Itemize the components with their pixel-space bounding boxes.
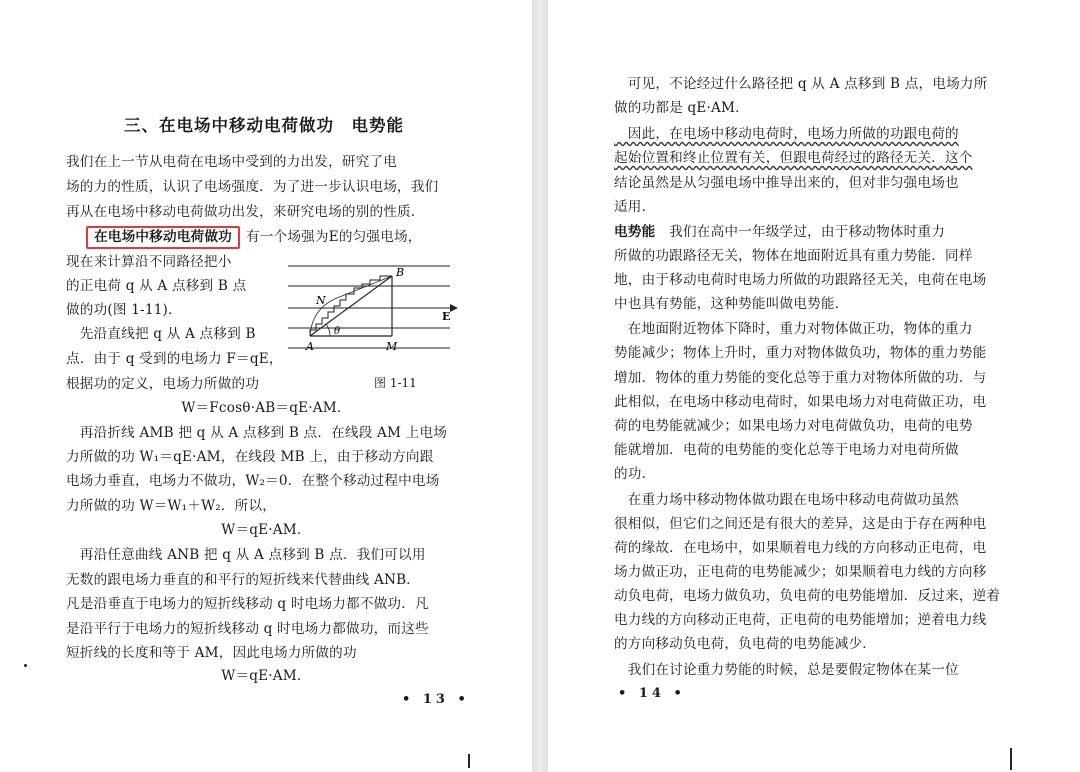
text-line: 我们在上一节从电荷在电场中受到的力出发，研究了电 — [66, 154, 398, 170]
term-electric-potential-energy: 电势能 — [614, 224, 656, 240]
label-a: A — [306, 340, 314, 353]
text-line: 做的功(图 1-11)． — [66, 302, 182, 318]
field-arrow — [450, 304, 458, 312]
formula: W＝qE·AM． — [221, 668, 311, 684]
section-heading: 三、在电场中移动电荷做功 电势能 — [124, 116, 404, 135]
right-page — [548, 0, 1080, 772]
scan-mark — [468, 754, 470, 768]
text-line: 所做的功跟路径无关，物体在地面附近具有重力势能．同样 — [614, 248, 973, 264]
text-line: 适用． — [614, 199, 656, 215]
text-line: 做的功都是 qE·AM． — [614, 100, 749, 116]
text-line: 根据功的定义，电场力所做的功 — [66, 376, 260, 392]
text-line: 我们在讨论重力势能的时候，总是要假定物体在某一位 — [614, 662, 959, 678]
formula: W＝Fcosθ·AB＝qE·AM． — [181, 400, 351, 416]
text-line: 力所做的功 W＝W₁＋W₂．所以， — [66, 498, 277, 514]
highlighted-term: 在电场中移动电荷做功 — [86, 226, 240, 249]
text-line: 电力线的方向移动正电荷，正电荷的电势能增加；逆着电力线 — [614, 612, 987, 628]
text-line: 荷的电势能就减少；如果电场力对电荷做负功，电荷的电势 — [614, 418, 973, 434]
text-line: 可见，不论经过什么路径把 q 从 A 点移到 B 点，电场力所 — [614, 76, 988, 92]
label-m: M — [386, 340, 398, 353]
text-line: 增加．物体的重力势能的变化总等于重力对物体所做的功．与 — [614, 370, 987, 386]
text-line: 场力做正功，正电荷的电势能减少；如果顺着电力线的方向移 — [614, 564, 987, 580]
scan-mark — [1010, 748, 1012, 770]
text-line: 荷的缘故．在电场中，如果顺着电力线的方向移动正电荷，电 — [614, 540, 987, 556]
wavy-underlined-text: 起始位置和终止位置有关，但跟电荷经过的路径无关．这个 — [614, 150, 973, 166]
text-line: 的功． — [614, 466, 656, 482]
text-line: 的正电荷 q 从 A 点移到 B 点 — [66, 278, 247, 294]
text-line — [614, 124, 959, 144]
text-line: 的方向移动负电荷，负电荷的电势能减少． — [614, 636, 877, 652]
formula: W＝qE·AM． — [221, 522, 311, 538]
figure-1-11 — [282, 256, 462, 366]
text-line: 很相似，但它们之间还是有很大的差异，这是由于存在两种电 — [614, 516, 987, 532]
label-theta: θ — [334, 326, 341, 337]
figure-caption: 图 1-11 — [374, 376, 417, 390]
text-line: 先沿直线把 q 从 A 点移到 B — [66, 326, 256, 342]
wavy-underlined-text: 因此，在电场中移动电荷时，电场力所做的功跟电荷的 — [614, 126, 959, 142]
label-b: B — [396, 266, 405, 279]
text-line — [614, 148, 973, 168]
text-line: 此相似，在电场中移动电荷时，如果电场力对电荷做正功，电 — [614, 394, 987, 410]
text-line: 现在来计算沿不同路径把小 — [66, 254, 232, 270]
page-number: • 14 • — [618, 686, 686, 701]
text-line: 再从在电场中移动电荷做功出发，来研究电场的别的性质． — [66, 204, 425, 220]
text-line: 在重力场中移动物体做功跟在电场中移动电荷做功虽然 — [614, 492, 959, 508]
text-line: 短折线的长度和等于 AM，因此电场力所做的功 — [66, 645, 357, 661]
label-n: N — [316, 294, 326, 307]
page-gutter — [532, 0, 548, 772]
text-line: 势能减少；物体上升时，重力对物体做负功，物体的重力势能 — [614, 345, 987, 361]
scan-speck — [24, 664, 27, 667]
text-line: 结论虽然是从匀强电场中推导出来的，但对非匀强电场也 — [614, 175, 959, 191]
page-number: • 13 • — [402, 692, 470, 707]
left-page — [0, 0, 532, 772]
text-line: 再沿折线 AMB 把 q 从 A 点移到 B 点．在线段 AM 上电场 — [66, 425, 448, 441]
text-line: 中也具有势能，这种势能叫做电势能． — [614, 296, 849, 312]
text-line: 地，由于移动电荷时电场力所做的功跟路径无关，电荷在电场 — [614, 272, 987, 288]
boxed-line-rest: 有一个场强为E的匀强电场， — [245, 229, 422, 245]
text-line: 场的力的性质，认识了电场强度．为了进一步认识电场，我们 — [66, 179, 439, 195]
text-span: 我们在高中一年级学过，由于移动物体时重力 — [655, 224, 946, 240]
text-line: 凡是沿垂直于电场力的短折线移动 q 时电场力都不做功．凡 — [66, 596, 429, 612]
text-line: 电场力垂直，电场力不做功，W₂＝0．在整个移动过程中电场 — [66, 473, 440, 489]
boxed-line — [86, 226, 422, 249]
label-e: E — [442, 310, 451, 323]
text-line: 能就增加．电荷的电势能的变化总等于电场力对电荷所做 — [614, 442, 959, 458]
text-line: 是沿平行于电场力的短折线移动 q 时电场力都做功，而这些 — [66, 621, 429, 637]
text-line: 动负电荷，电场力做负功，负电荷的电势能增加．反过来，逆着 — [614, 588, 1001, 604]
text-line: 力所做的功 W₁＝qE·AM，在线段 MB 上，由于移动方向跟 — [66, 449, 434, 465]
text-line: 无数的跟电场力垂直的和平行的短折线来代替曲线 ANB． — [66, 572, 421, 588]
text-line: 点．由于 q 受到的电场力 F＝qE， — [66, 351, 283, 367]
text-line: 再沿任意曲线 ANB 把 q 从 A 点移到 B 点．我们可以用 — [66, 547, 426, 563]
text-line: 在地面附近物体下降时，重力对物体做正功，物体的重力 — [614, 321, 973, 337]
text-line — [614, 222, 945, 242]
